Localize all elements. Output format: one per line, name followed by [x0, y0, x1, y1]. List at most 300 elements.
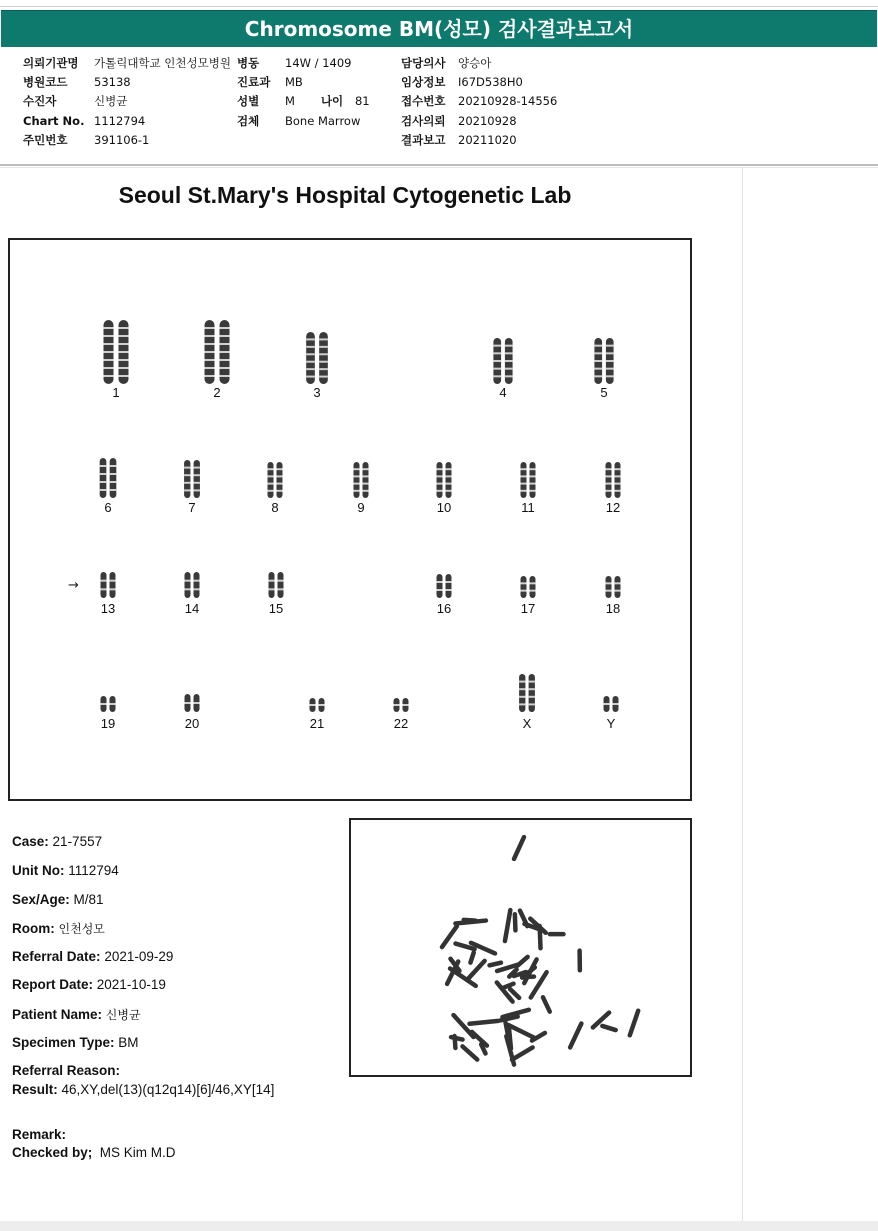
- band: [493, 375, 501, 377]
- info-value: 20210928-14556: [458, 94, 558, 109]
- band: [606, 360, 614, 362]
- band: [437, 589, 443, 591]
- patient-value: 신병균: [105, 1008, 141, 1022]
- band: [319, 361, 328, 363]
- band: [306, 338, 315, 340]
- band: [104, 335, 114, 337]
- chromatid: [100, 458, 107, 498]
- deletion-arrow-icon: →: [68, 578, 79, 593]
- band: [184, 474, 190, 476]
- chromosome-4: [493, 338, 512, 384]
- band: [100, 489, 107, 491]
- band: [530, 490, 536, 492]
- band: [184, 467, 190, 469]
- chromosome-2: [205, 320, 230, 384]
- chromosome-11: [521, 462, 536, 498]
- band: [110, 489, 117, 491]
- chromatid: [354, 462, 360, 498]
- chromatid: [194, 460, 200, 498]
- band: [604, 703, 610, 705]
- chromosome-X: [519, 674, 535, 712]
- chromosome-label: 9: [357, 500, 365, 515]
- chromosome-13: [101, 572, 116, 598]
- chromatid: [194, 572, 200, 598]
- info-value: 1112794: [94, 113, 146, 128]
- info-label: 의뢰기관명: [23, 56, 79, 70]
- band: [530, 582, 536, 584]
- band: [101, 588, 107, 590]
- band: [119, 351, 129, 353]
- sexage-label: Sex/Age:: [12, 892, 70, 907]
- band: [110, 481, 117, 483]
- chromosome-label: 5: [600, 385, 608, 400]
- band: [354, 483, 360, 485]
- band: [530, 483, 536, 485]
- info-value: Bone Marrow: [285, 113, 361, 128]
- band: [319, 346, 328, 348]
- bottom-bar: [0, 1221, 878, 1231]
- room-label: Room:: [12, 921, 55, 936]
- band: [194, 489, 200, 491]
- specimen-line: [12, 1035, 139, 1050]
- band: [606, 352, 614, 354]
- band: [505, 368, 513, 370]
- info-label: Chart No.: [23, 113, 85, 128]
- chromosome-18: [606, 576, 621, 598]
- metaphase-svg: [351, 820, 690, 1075]
- chromosome-14: [185, 572, 200, 598]
- band: [319, 376, 328, 378]
- case-value: 21-7557: [52, 834, 103, 849]
- band: [205, 335, 215, 337]
- band: [530, 590, 536, 592]
- band: [306, 376, 315, 378]
- reason-line: [12, 1063, 120, 1078]
- result-value: 46,XY,del(13)(q12q14)[6]/46,XY[14]: [61, 1082, 275, 1097]
- band: [615, 582, 621, 584]
- band: [100, 473, 107, 475]
- metaphase-chromosome: [543, 997, 550, 1011]
- specimen-value: BM: [118, 1035, 139, 1050]
- band: [606, 483, 612, 485]
- band: [363, 468, 369, 470]
- patient-label: Patient Name:: [12, 1007, 103, 1022]
- metaphase-chromosome: [512, 1047, 533, 1059]
- checked-value: MS Kim M.D: [99, 1145, 176, 1160]
- chromatid: [615, 462, 621, 498]
- band: [446, 468, 452, 470]
- chromosome-label: 1: [112, 385, 120, 400]
- band: [306, 353, 315, 355]
- band: [529, 688, 535, 690]
- band: [194, 482, 200, 484]
- chromosome-9: [354, 462, 369, 498]
- info-value: M: [285, 94, 295, 109]
- band: [110, 473, 117, 475]
- metaphase-chromosome: [505, 910, 510, 941]
- result-label: Result:: [12, 1082, 58, 1097]
- info-value: 53138: [94, 75, 131, 90]
- band: [437, 490, 443, 492]
- band: [101, 703, 107, 705]
- info-label: 임상정보: [401, 75, 446, 90]
- chromatid: [437, 574, 443, 598]
- room-value: 인천성모: [58, 922, 105, 936]
- band: [184, 489, 190, 491]
- band: [220, 343, 230, 345]
- band: [521, 468, 527, 470]
- band: [519, 688, 525, 690]
- band: [594, 345, 602, 347]
- info-row: [237, 73, 370, 92]
- info-column-2: [237, 54, 370, 131]
- band: [606, 475, 612, 477]
- band: [493, 368, 501, 370]
- band: [354, 468, 360, 470]
- band: [394, 704, 400, 706]
- band: [268, 483, 274, 485]
- band: [363, 475, 369, 477]
- chromosome-label: 6: [104, 500, 112, 515]
- report-title: Chromosome BM(성모) 검사결과보고서: [1, 10, 877, 47]
- chromosome-6: [100, 458, 117, 498]
- chromatid: [529, 674, 535, 712]
- metaphase-chromosome: [462, 1046, 477, 1059]
- info-column-3: [401, 54, 557, 150]
- chromosome-label: 11: [521, 500, 535, 515]
- band: [278, 580, 284, 582]
- band: [110, 465, 117, 467]
- chromosome-label: 19: [100, 716, 116, 731]
- metaphase-chromosome: [514, 837, 524, 859]
- band: [606, 582, 612, 584]
- band: [269, 580, 275, 582]
- band: [594, 352, 602, 354]
- chromatid: [269, 572, 275, 598]
- info-label: 진료과: [237, 75, 271, 90]
- chromatid: [185, 572, 191, 598]
- specimen-label: Specimen Type:: [12, 1035, 115, 1050]
- info-row: [401, 131, 557, 150]
- band: [220, 367, 230, 369]
- info-label: 주민번호: [23, 132, 68, 147]
- info-label: 검사의뢰: [401, 113, 446, 128]
- info-label: 결과보고: [401, 132, 446, 147]
- right-margin-panel: [742, 168, 878, 1221]
- band: [306, 361, 315, 363]
- band: [119, 375, 129, 377]
- chromosome-label: Y: [606, 716, 616, 731]
- band: [606, 468, 612, 470]
- band: [319, 704, 325, 706]
- band: [446, 490, 452, 492]
- band: [529, 703, 535, 705]
- band: [185, 580, 191, 582]
- info-label: 접수번호: [401, 94, 446, 109]
- band: [615, 490, 621, 492]
- band: [403, 704, 409, 706]
- band: [354, 475, 360, 477]
- metaphase-chromosome: [508, 1025, 534, 1038]
- lab-title: Seoul St.Mary's Hospital Cytogenetic Lab: [118, 182, 572, 208]
- band: [446, 581, 452, 583]
- band: [119, 335, 129, 337]
- info-value: 가톨릭대학교 인천성모병원: [94, 56, 231, 70]
- info-label: 검체: [237, 113, 260, 128]
- band: [277, 475, 283, 477]
- band: [446, 589, 452, 591]
- info-label: 담당의사: [401, 56, 446, 70]
- metaphase-chromosome: [630, 1011, 638, 1036]
- metaphase-chromosome: [515, 914, 516, 930]
- chromosome-label: 16: [436, 601, 452, 616]
- band: [594, 368, 602, 370]
- band: [529, 696, 535, 698]
- report-date-line: [12, 977, 166, 992]
- band: [185, 588, 191, 590]
- metaphase-chromosome: [469, 1021, 498, 1024]
- band: [310, 704, 316, 706]
- chromatid: [446, 574, 452, 598]
- report-date-value: 2021-10-19: [96, 977, 166, 992]
- band: [615, 590, 621, 592]
- metaphase-chromosome: [464, 920, 476, 921]
- info-row: [401, 54, 557, 73]
- band: [606, 590, 612, 592]
- band: [268, 475, 274, 477]
- band: [437, 483, 443, 485]
- band: [184, 482, 190, 484]
- band: [119, 327, 129, 329]
- info-row: [401, 92, 557, 111]
- unit-value: 1112794: [68, 863, 119, 878]
- age-value: 81: [354, 94, 370, 109]
- band: [446, 475, 452, 477]
- chromatid: [101, 572, 107, 598]
- metaphase-chromosome: [602, 1026, 615, 1030]
- chromosome-16: [437, 574, 452, 598]
- chromatid: [606, 576, 612, 598]
- info-value: 391106-1: [94, 132, 150, 147]
- band: [519, 703, 525, 705]
- metaphase-chromosome: [503, 984, 514, 988]
- band: [205, 343, 215, 345]
- chromosome-7: [184, 460, 200, 498]
- band: [606, 375, 614, 377]
- chromosome-label: 15: [268, 601, 284, 616]
- chromosome-label: 3: [313, 385, 321, 400]
- band: [505, 352, 513, 354]
- chromosome-10: [437, 462, 452, 498]
- band: [521, 483, 527, 485]
- metaphase-chromosome: [453, 1015, 473, 1037]
- chromosome-3: [306, 332, 328, 384]
- band: [104, 327, 114, 329]
- chromosome-17: [521, 576, 536, 598]
- info-row: [23, 54, 231, 73]
- info-label: 수진자: [23, 94, 57, 109]
- room-line: [12, 920, 105, 937]
- chromosome-19: [101, 696, 116, 712]
- reason-label: Referral Reason:: [12, 1063, 121, 1078]
- band: [615, 468, 621, 470]
- band: [319, 338, 328, 340]
- band: [205, 367, 215, 369]
- referral-date-line: [12, 949, 173, 964]
- chromosome-label: 2: [213, 385, 221, 400]
- band: [205, 359, 215, 361]
- info-row: [23, 112, 231, 131]
- band: [437, 468, 443, 470]
- chromatid: [521, 576, 527, 598]
- chromosome-21: [310, 698, 325, 712]
- band: [194, 467, 200, 469]
- band: [505, 345, 513, 347]
- band: [437, 475, 443, 477]
- band: [521, 475, 527, 477]
- report-date-label: Report Date:: [12, 977, 94, 992]
- chromosome-1: [104, 320, 129, 384]
- band: [493, 345, 501, 347]
- band: [194, 580, 200, 582]
- band: [606, 368, 614, 370]
- chromosome-label: 13: [100, 601, 116, 616]
- info-divider: [0, 164, 878, 166]
- sexage-value: M/81: [73, 892, 104, 907]
- metaphase-chromosome: [570, 1023, 581, 1047]
- band: [493, 360, 501, 362]
- chromosome-label: 7: [188, 500, 196, 515]
- patient-line: [12, 1006, 141, 1023]
- band: [119, 359, 129, 361]
- band: [104, 359, 114, 361]
- band: [205, 375, 215, 377]
- band: [104, 367, 114, 369]
- band: [277, 468, 283, 470]
- info-label: 병동: [237, 56, 260, 70]
- band: [104, 351, 114, 353]
- band: [594, 375, 602, 377]
- band: [319, 368, 328, 370]
- chromosome-label: 18: [605, 601, 621, 616]
- metaphase-chromosome: [470, 953, 473, 963]
- chromosome-label: 17: [520, 601, 536, 616]
- info-value: 신병균: [94, 94, 128, 109]
- referral-date-label: Referral Date:: [12, 949, 101, 964]
- result-line: [12, 1082, 274, 1097]
- band: [101, 580, 107, 582]
- checked-line: [12, 1145, 176, 1160]
- band: [529, 681, 535, 683]
- case-line: [12, 834, 102, 849]
- band: [100, 481, 107, 483]
- band: [521, 590, 527, 592]
- chromosome-20: [185, 694, 200, 712]
- band: [104, 343, 114, 345]
- band: [110, 580, 116, 582]
- chromosome-label: 21: [309, 716, 325, 731]
- band: [119, 343, 129, 345]
- chromosome-label: 14: [184, 601, 200, 616]
- checked-label: Checked by;: [12, 1145, 93, 1160]
- info-value: I67D538H0: [458, 75, 523, 90]
- info-label: 병원코드: [23, 75, 68, 90]
- info-row: [401, 73, 557, 92]
- band: [363, 483, 369, 485]
- chromosome-15: [269, 572, 284, 598]
- chromatid: [363, 462, 369, 498]
- info-row: [237, 92, 370, 111]
- band: [194, 474, 200, 476]
- metaphase-image: [349, 818, 692, 1077]
- remark-line: [12, 1127, 66, 1142]
- chromatid: [110, 572, 116, 598]
- remark-label: Remark:: [12, 1127, 67, 1142]
- info-label: 성별: [237, 94, 260, 109]
- band: [319, 353, 328, 355]
- info-row: [23, 131, 231, 150]
- band: [269, 588, 275, 590]
- band: [194, 588, 200, 590]
- chromatid: [446, 462, 452, 498]
- info-row: [23, 73, 231, 92]
- chromatid: [268, 462, 274, 498]
- band: [446, 483, 452, 485]
- info-value: 14W / 1409: [285, 56, 352, 70]
- info-row: [237, 54, 370, 73]
- chromosome-Y: [604, 696, 619, 712]
- metaphase-chromosome: [455, 1036, 456, 1048]
- chromosome-22: [394, 698, 409, 712]
- band: [220, 375, 230, 377]
- band: [615, 483, 621, 485]
- chromosome-label: 22: [393, 716, 409, 731]
- band: [363, 490, 369, 492]
- band: [519, 681, 525, 683]
- band: [505, 360, 513, 362]
- referral-date-value: 2021-09-29: [104, 949, 174, 964]
- karyogram-svg: [10, 240, 694, 803]
- band: [104, 375, 114, 377]
- band: [100, 465, 107, 467]
- chromosome-label: 4: [499, 385, 507, 400]
- chromosome-label: 12: [605, 500, 621, 515]
- band: [220, 335, 230, 337]
- metaphase-chromosome: [510, 989, 519, 998]
- case-label: Case:: [12, 834, 49, 849]
- band: [110, 588, 116, 590]
- chromosome-8: [268, 462, 283, 498]
- chromosome-label: 20: [184, 716, 200, 731]
- band: [530, 468, 536, 470]
- band: [220, 359, 230, 361]
- band: [194, 702, 200, 704]
- chromatid: [530, 576, 536, 598]
- chromatid: [519, 674, 525, 712]
- chromosome-label: 8: [271, 500, 279, 515]
- band: [185, 702, 191, 704]
- band: [220, 327, 230, 329]
- band: [613, 703, 619, 705]
- chromosome-label: X: [522, 716, 532, 731]
- chromatid: [530, 462, 536, 498]
- band: [505, 375, 513, 377]
- chromosome-5: [594, 338, 613, 384]
- band: [519, 696, 525, 698]
- chromosome-label: 10: [436, 500, 452, 515]
- info-row: [23, 92, 231, 111]
- info-value: MB: [285, 75, 303, 90]
